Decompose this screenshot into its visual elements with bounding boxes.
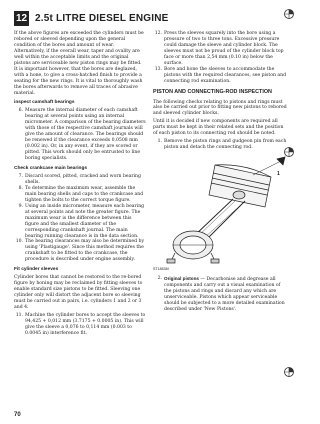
paragraph: Cylinder bores that cannot be restored to the re-bored figure by honing may be reclaimed by fitting sleeves to enable standard size pistons to be fitted. Sleeving one cylinder only will distort the adjacent bore so sleeving must be carried out in pairs, i.e. cylinders 1 and 2 or 3 and 4. [14,275,143,310]
item-text: To determine the maximum wear, assemble the main bearing shells and caps to the crankcase and tighten the bolts to the correct torque figure. [25,185,144,203]
registration-mark-icon [282,8,296,20]
item-text: The bearing clearances may also be determined by using 'Plastigauge'. Since this method requires the crankshaft to be fitted to the crankcase, the procedure is described under engine assembly. [25,239,145,263]
list-item [14,204,146,240]
item-body: — Decarbonise and degrease all components and carry out a visual examination of the pistons and rings and discard any which are unserviceable. Pistons which appear serviceable should be subjected to a more detailed examination described under 'New Pistons'. [164,277,285,312]
item-text: Press the sleeves squarely into the bore using a pressure of two to three tons. Excessive pressure could damage the sleeve and cylinder block. The sleeves must not be proud of the cylinder block top face or more than 2,54 mm (0.10 in) below the surface. [164,31,284,66]
section-number-badge: 12 [15,12,28,24]
list-item [14,108,146,162]
item-text: Machine the cylinder bores to accept the sleeves to 94,425 + 0,012 mm (3.7175 + 0.0005 in). This will give the sleeve a 0,076 to 0,114 mm (0.003 to 0.0045 in) interference fit. [25,312,146,336]
list-item [153,276,287,313]
item-text: Using an inside micrometer, measure each bearing at several points and note the greater figure. The maximum wear is the difference between this figure and the smallest diameter of the corresponding crankshaft journal. The main bearing running clearance is in the data section. [25,203,145,239]
intro-paragraph: If the above figures are exceeded the cylinders must be rebored or sleeved depending upon the general condition of the bores and amount of wear. Alternatively, if the overall wear, taper and ovality are well within the acceptable limits and the original pistons are serviceable new piston rings may be fitted. It is important however, that the bores are deglazed, with a hone, to give a cross-hatched finish to provide a seating for the new rings. It is vital to thoroughly wash the bores afterwards to remove all traces of abrasive material. [14,31,144,96]
item-text: Remove the piston rings and gudgeon pin from each piston and detach the connecting rod. [164,139,287,151]
piston-conrod-illustration [153,155,287,267]
item-number: 11. [15,312,23,318]
list-item [14,174,146,186]
list-item [14,313,146,337]
paragraph: The following checks relating to pistons and rings must also be carried out prior to fitting new pistons to rebored and sleeved cylinder blocks. [153,99,287,117]
item-text: Measure the internal diameter of each camshaft bearing at several points using an internal micrometer. A comparison of the bearing diameters with those of the respective camshaft journals will give the amount of clearance. The bearings should be renewed if the clearance exceeds 0,0508 mm (0.002 in). Or, in any event, if they are scored or pitted. This work should only be entrusted to line boring specialists. [25,108,146,162]
list-item [14,186,146,204]
section-heading: Check crankcase main bearings [14,166,88,172]
list-item [14,239,146,263]
item-number: 13. [154,66,162,72]
figure-callout: 1 [277,171,280,178]
item-number: 12. [154,31,162,36]
item-text [164,276,287,313]
paragraph: Until it is decided if new components are required all parts must be kept in their related sets and the position of each piston to its connecting rod should be noted. [153,119,284,137]
page-header [14,10,169,26]
item-lead: Original pistons [164,276,199,282]
item-number: 9. [18,203,23,209]
piston-figure [153,155,287,273]
left-column [14,31,146,337]
item-number: 7. [18,173,23,179]
item-number: 6. [18,108,23,114]
section-heading: inspect camshaft bearings [14,100,75,106]
item-number: 10. [15,239,23,245]
list-item [153,31,287,67]
item-text: Bore and hone the sleeves to accommodate the pistons with the required clearances, see piston and connecting rod examination. [164,66,287,84]
page-number: 70 [14,412,21,418]
item-text: Discard scored, pitted, cracked and worn bearing shells. [25,173,141,185]
list-item [153,139,287,151]
section-heading: PISTON AND CONNECTING-ROD INSPECTION [153,88,272,95]
registration-mark-icon [282,366,296,378]
item-number: 1. [157,139,162,145]
page-title: 2.5t LITRE DIESEL ENGINE [35,12,169,24]
figure-caption: ST1853M [153,267,169,272]
item-number: 8. [18,185,23,191]
item-number: 2. [157,276,162,282]
section-heading: Fit cylinder sleeves [14,267,59,273]
right-column [153,31,287,313]
list-item [153,67,287,85]
